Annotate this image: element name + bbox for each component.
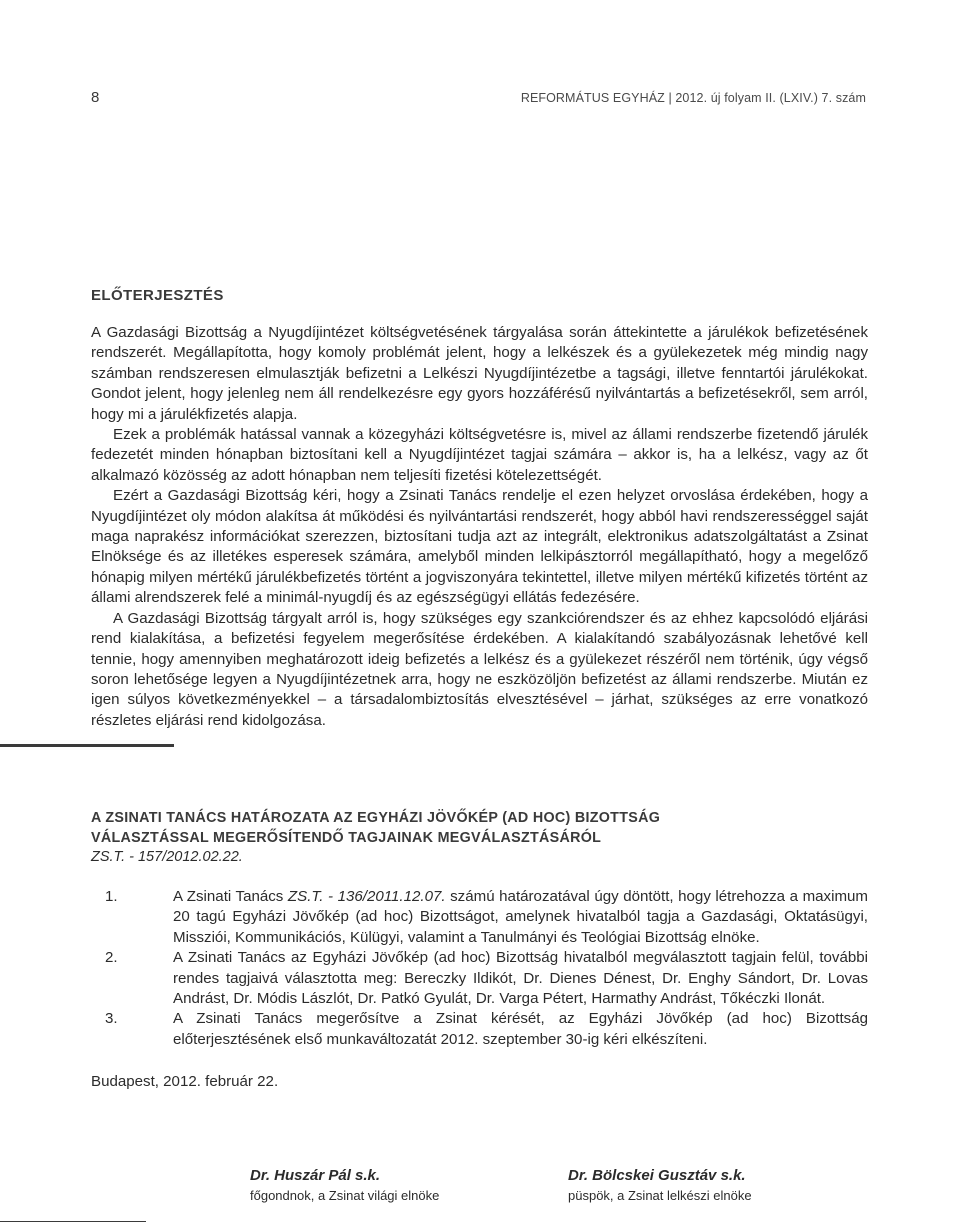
list-item-number: 1. bbox=[105, 888, 118, 905]
signatory-name: Dr. Bölcskei Gusztáv s.k. bbox=[568, 1167, 746, 1184]
resolution-title-line: A ZSINATI TANÁCS HATÁROZATA AZ EGYHÁZI JÖVŐKÉP (AD HOC) BIZOTTSÁG bbox=[91, 810, 661, 826]
list-item-text: A Zsinati Tanács ZS.T. - 136/2011.12.07. számú határozatával úgy döntött, hogy létrehozza a maximum 20 tagú Egyházi Jövőkép (ad hoc) Bizottságot, amelynek hivatalból tagja a Gazdasági, Oktatásügyi, Missziói, Kommunikációs, Külügyi, valamint a Tanulmányi és Teológiai Bizottság elnöke. bbox=[173, 888, 868, 946]
section-heading: ELŐTERJESZTÉS bbox=[91, 287, 224, 304]
page-number: 8 bbox=[91, 89, 100, 106]
paragraph: Ezek a problémák hatással vannak a közegyházi költségvetésre is, mivel az állami rendszerbe fizetendő járulék fedezetét minden hónapban biztosítani kell a Nyugdíjintézet tagjai számára – akkor is, ha a lelkész, vagy az őt alkalmazó közösség az adott hónapban nem teljesíti fizetési kötelezettségét. bbox=[91, 426, 868, 484]
list-item-number: 3. bbox=[105, 1010, 118, 1028]
resolution-title bbox=[91, 808, 868, 848]
place-date: Budapest, 2012. február 22. bbox=[91, 1073, 279, 1090]
running-head: REFORMÁTUS EGYHÁZ | 2012. új folyam II. (LXIV.) 7. szám bbox=[520, 91, 866, 105]
list-item-number: 2. bbox=[105, 949, 118, 967]
list-item-text: A Zsinati Tanács az Egyházi Jövőkép (ad hoc) Bizottság hivatalból megválasztott tagjain felül, további rendes tagjaivá választotta meg: Bereczky Ildikót, Dr. Dienes Dénest, Dr. Enghy Sándort, Dr. Lovas Andrást, Dr. Módis Lászlót, Dr. Patkó Gyulát, Dr. Varga Pétert, Harmathy Andrást, Tőkéczki Ilonát. bbox=[173, 949, 868, 1008]
footer-rule bbox=[0, 1221, 146, 1222]
signatory-role: főgondnok, a Zsinat világi elnöke bbox=[250, 1188, 440, 1203]
list-item bbox=[91, 887, 868, 948]
list-item bbox=[91, 948, 868, 1009]
signature-block bbox=[250, 1167, 439, 1203]
section-divider bbox=[0, 744, 174, 747]
list-item-text: A Zsinati Tanács megerősítve a Zsinat kérését, az Egyházi Jövőkép (ad hoc) Bizottság előterjesztésének első munkaváltozatát 2012. szeptember 30-ig kéri elkészíteni. bbox=[173, 1010, 868, 1048]
paragraph: A Gazdasági Bizottság a Nyugdíjintézet költségvetésének tárgyalása során áttekintette a járulékok befizetésének rendszerét. Megállapította, hogy komoly problémát jelent, hogy a lelkészek és a gyülekezetek még mindig nagy számban rendszeresen elmulasztják befizetni a Lelkészi Nyugdíjintézetbe a tagsági, illetve fenntartói járulékokat. Gondot jelent, hogy jelenleg nem áll rendelkezésre egy gyors hozzáférésű nyilvántartás a befizetésekről, sem arról, hogy mi a járulékfizetés alapja. bbox=[91, 324, 868, 423]
decision-reference: ZS.T. - 136/2011.12.07. bbox=[287, 888, 446, 905]
resolution-reference: ZS.T. - 157/2012.02.22. bbox=[91, 849, 243, 865]
signatory-name: Dr. Huszár Pál s.k. bbox=[250, 1167, 381, 1184]
signature-block bbox=[568, 1167, 752, 1203]
resolution-list bbox=[91, 887, 868, 1050]
paragraph: A Gazdasági Bizottság tárgyalt arról is, hogy szükséges egy szankciórendszer és az ehhez kapcsolódó eljárási rend kialakítása, a befizetési fegyelem megerősítése érdekében. A kialakítandó szabályozásnak lehetővé kell tennie, hogy amennyiben meghatározott ideig befizetés a lelkész és a gyülekezet részéről nem történik, úgy végső soron lehetősége legyen a Nyugdíjintézetnek arra, hogy ne eszközöljön befizetést az állami rendszerbe. Miután ez igen súlyos következményekkel – a társadalombiztosítás elvesztésével – járhat, szükséges az erre vonatkozó részletes eljárási rend kidolgozása. bbox=[91, 609, 868, 729]
paragraph: Ezért a Gazdasági Bizottság kéri, hogy a Zsinati Tanács rendelje el ezen helyzet orvoslása érdekében, hogy a Nyugdíjintézet oly módon alakítsa át működési és nyilvántartási rendszerét, hogy abból havi rendszerességgel saját maga naprakész információkat szerezzen, biztosítani tudja azt az integrált, elektronikus adatszolgáltatást a Zsinat Elnöksége és az illetékes esperesek számára, amelyből minden lelkipásztorról megállapítható, hogy a megelőző hónapig milyen mértékű járulékbefizetés történt a jogviszonyára tekintettel, illetve milyen mértékű kifizetés történt az állami alrendszerek felé a minimál-nyugdíj és az egészségügyi ellátás fedezésére. bbox=[91, 487, 868, 607]
list-item bbox=[91, 1009, 868, 1050]
signatory-role: püspök, a Zsinat lelkészi elnöke bbox=[568, 1188, 752, 1203]
resolution-title-line: VÁLASZTÁSSAL MEGERŐSÍTENDŐ TAGJAINAK MEGVÁLASZTÁSÁRÓL bbox=[91, 830, 602, 846]
proposal-body bbox=[91, 323, 868, 731]
